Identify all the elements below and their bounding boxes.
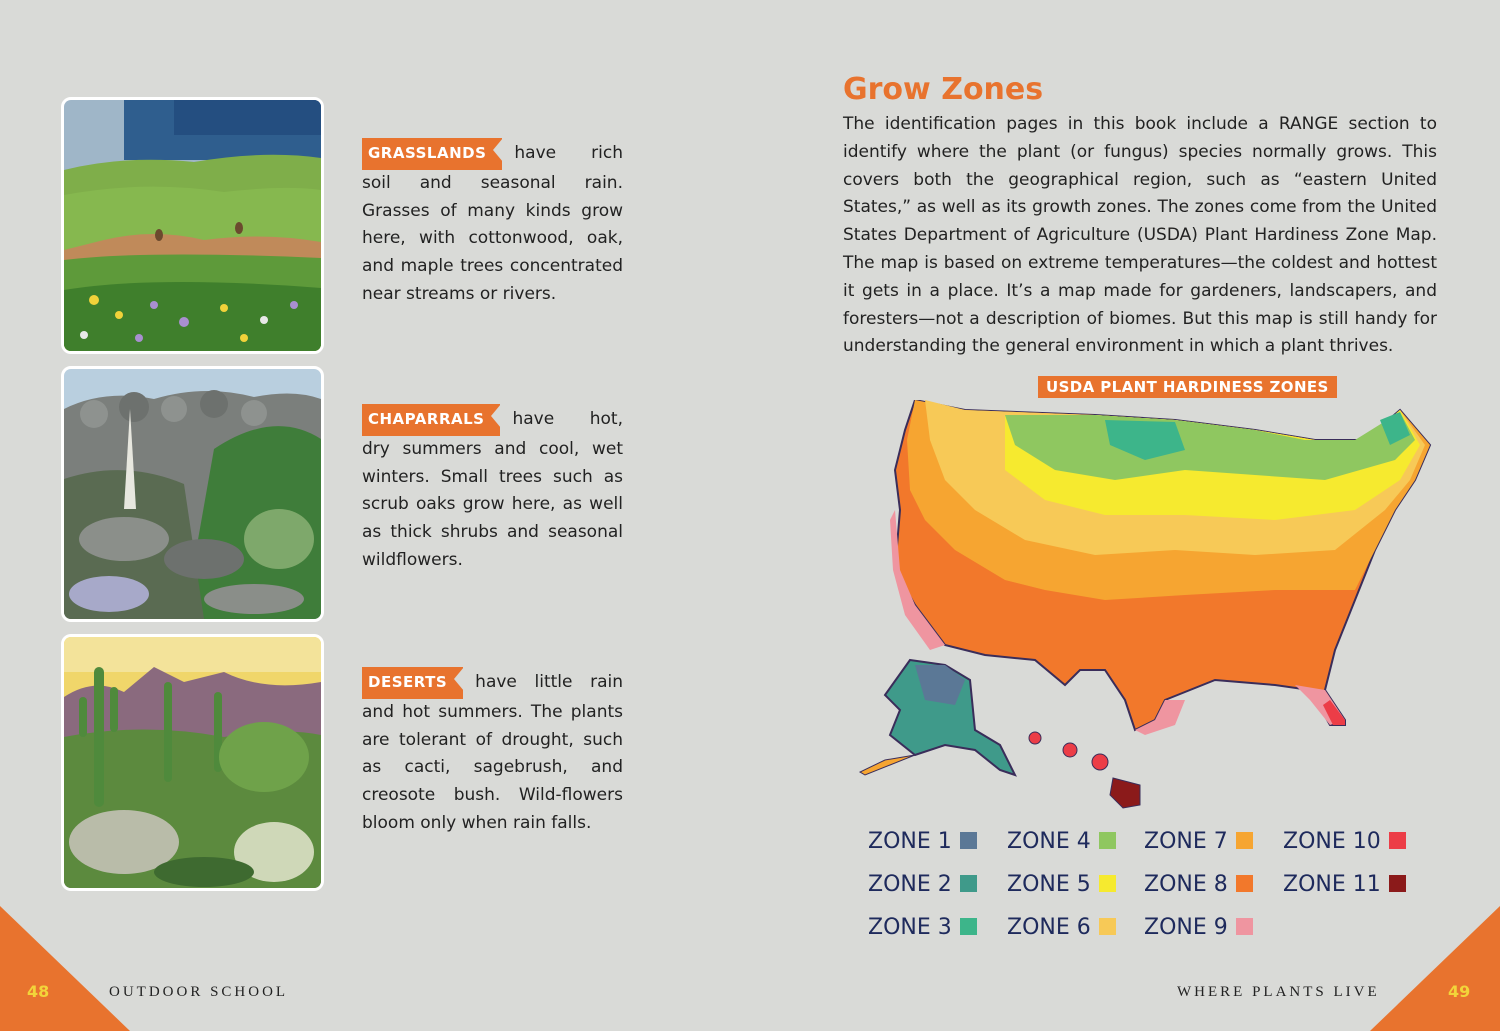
deserts-description [362, 667, 623, 838]
map-label: USDA PLANT HARDINESS ZONES [1038, 376, 1337, 398]
legend-zone-7: ZONE 7 [1144, 829, 1253, 854]
chaparrals-tag: CHAPARRALS [362, 404, 500, 436]
corner-decoration-left [0, 906, 130, 1031]
grasslands-illustration [61, 97, 324, 354]
legend-zone-6: ZONE 6 [1007, 915, 1116, 940]
corner-decoration-right [1370, 906, 1500, 1031]
legend-zone-1: ZONE 1 [868, 829, 977, 854]
page-number-left: 48 [27, 982, 50, 1001]
hardiness-zone-map [855, 400, 1435, 815]
deserts-illustration [61, 634, 324, 891]
legend-zone-3: ZONE 3 [868, 915, 977, 940]
swatch-zone-6 [1099, 918, 1116, 935]
chaparrals-text: have hot, dry summers and cool, wet winters. Small trees such as scrub oaks grow here, as well as thick shrubs and seasonal wildflowers. [362, 409, 623, 570]
chaparrals-description [362, 404, 623, 575]
intro-paragraph: The identification pages in this book include a RANGE section to identify where the plant (or fungus) species normally grows. This covers both the geographical region, such as “eastern United States,” as well as its growth zones. The zones come from the United States Department of Agriculture (USDA) Plant Hardiness Zone Map. The map is based on extreme temperatures—the coldest and hottest it gets in a place. It’s a map made for gardeners, landscapers, and foresters—not a description of biomes. But this map is still handy for understanding the general environment in which a plant thrives. [843, 114, 1437, 357]
swatch-zone-7 [1236, 832, 1253, 849]
page-title: Grow Zones [843, 72, 1044, 107]
grasslands-tag: GRASSLANDS [362, 138, 502, 170]
swatch-zone-3 [960, 918, 977, 935]
swatch-zone-2 [960, 875, 977, 892]
legend-zone-2: ZONE 2 [868, 872, 977, 897]
swatch-zone-5 [1099, 875, 1116, 892]
running-head-left: OUTDOOR SCHOOL [109, 984, 289, 1000]
legend-zone-4: ZONE 4 [1007, 829, 1116, 854]
swatch-zone-4 [1099, 832, 1116, 849]
grasslands-text: have rich soil and seasonal rain. Grasses of many kinds grow here, with cottonwood, oak, and maple trees concentrated near streams or rivers. [362, 143, 623, 304]
grasslands-description [362, 138, 623, 309]
legend-zone-10: ZONE 10 [1283, 829, 1406, 854]
deserts-text: have little rain and hot summers. The plants are tolerant of drought, such as cacti, sagebrush, and creosote bush. Wild-flowers bloom only when rain falls. [362, 672, 623, 833]
legend-zone-11: ZONE 11 [1283, 872, 1406, 897]
swatch-zone-8 [1236, 875, 1253, 892]
legend-zone-5: ZONE 5 [1007, 872, 1116, 897]
chaparrals-illustration [61, 366, 324, 622]
swatch-zone-10 [1389, 832, 1406, 849]
deserts-tag: DESERTS [362, 667, 463, 699]
page-number-right: 49 [1448, 982, 1471, 1001]
legend-zone-8: ZONE 8 [1144, 872, 1253, 897]
running-head-right: WHERE PLANTS LIVE [1177, 984, 1380, 1000]
legend-zone-9: ZONE 9 [1144, 915, 1253, 940]
swatch-zone-1 [960, 832, 977, 849]
swatch-zone-11 [1389, 875, 1406, 892]
swatch-zone-9 [1236, 918, 1253, 935]
